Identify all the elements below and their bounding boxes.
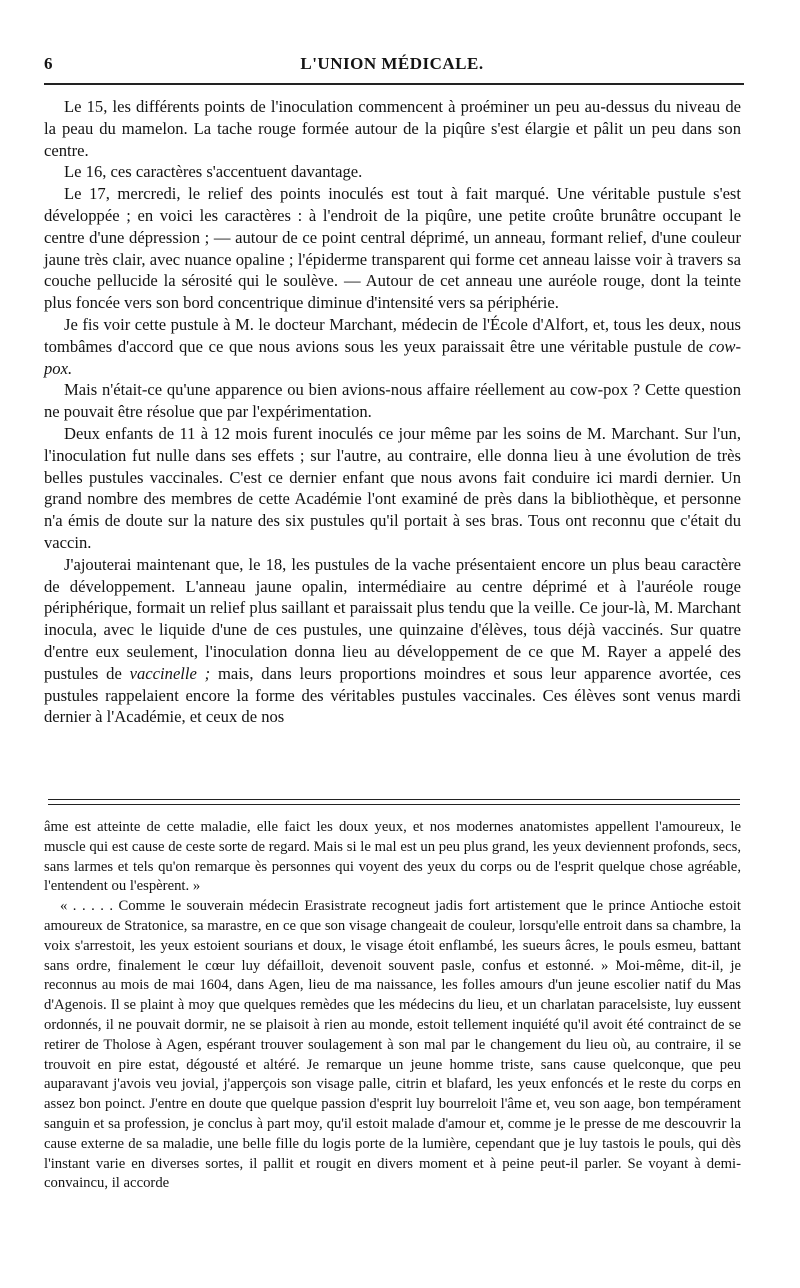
- paragraph: Le 15, les différents points de l'inoculation commencent à proéminer un peu au-dessus du niveau de la peau du mamelon. La tache rouge formée autour de la piqûre s'est élargie et pâlit un peu dans son centre.: [44, 97, 741, 160]
- paragraph: Mais n'était-ce qu'une apparence ou bien avions-nous affaire réellement au cow-pox ? Cette question ne pouvait être résolue que par l'expérimentation.: [44, 380, 741, 422]
- running-title: L'UNION MÉDICALE.: [300, 54, 484, 73]
- main-text: [44, 96, 741, 728]
- page-number: 6: [44, 54, 53, 73]
- paragraph: Deux enfants de 11 à 12 mois furent inoculés ce jour même par les soins de M. Marchant. Sur l'un, l'inoculation fut nulle dans ses effets ; sur l'autre, au contraire, elle donna lieu à une évolution de très belles pustules vaccinales. C'est ce dernier enfant que nous avons fait conduire ici mardi dernier. Un grand nombre des membres de cette Académie l'ont examiné de près dans la bibliothèque, et personne n'a émis de doute sur la nature des six pustules qu'il portait à ses bras. Tous ont reconnu que c'était du vaccin.: [44, 423, 741, 552]
- header-rule: [44, 83, 744, 85]
- paragraph: Le 16, ces caractères s'accentuent davantage.: [64, 162, 363, 182]
- paragraph: J'ajouterai maintenant que, le 18, les pustules de la vache présentaient encore un plus beau caractère de développement. L'anneau jaune opalin, intermédiaire au centre déprimé et à l'auréole rouge périphérique, formait un relief plus saillant et paraissait plus tendu que la veille. Ce jour-là, M. Marchant inocula, avec le liquide d'une de ces pustules, une quinzaine d'élèves, tous déjà vaccinés. Sur quatre d'entre eux seulement, l'inoculation donna lieu au développement de ce que M. Rayer a appelé des pustules de vaccinelle ; mais, dans leurs proportions moindres et sous leur apparence avortée, ces pustules rappelaient encore la forme des véritables pustules vaccinales. Ces élèves sont venus mardi dernier à l'Académie, et ceux de nos: [44, 554, 742, 727]
- paragraph: Le 17, mercredi, le relief des points inoculés est tout à fait marqué. Une véritable pustule s'est développée ; en voici les caractères : à l'endroit de la piqûre, une petite croûte brunâtre occupant le centre d'une dépression ; — autour de ce point central déprimé, un anneau, formant relief, d'une couleur jaune très clair, avec nuance opaline ; l'épiderme transparent qui forme cet anneau laisse voir à travers sa couche pellucide la sérosité qui le soulève. — Autour de cet anneau une auréole rouge, dont la teinte plus foncée vers son bord concentrique diminue d'intensité vers sa périphérie.: [44, 184, 741, 313]
- page-header: [44, 54, 740, 78]
- footnote-paragraph: âme est atteinte de cette maladie, elle faict les doux yeux, et nos modernes anatomistes appellent l'amoureux, le muscle qui est cause de ceste sorte de regard. Mais si le mal est un peu plus grand, les yeux deviennent profonds, secs, sans larmes et tels qu'on remarque ès personnes qui voyent des yeux du corps ou de l'esprit quelque chose agréable, l'entendent ou l'espèrent. »: [44, 819, 741, 895]
- footnote-separator-rule: [48, 799, 740, 805]
- footnote-paragraph: « . . . . . Comme le souverain médecin Erasistrate recogneut jadis fort artistement que le prince Antioche estoit amoureux de Stratonice, sa marastre, en ce que son visage changeait de couleur, lorsqu'elle entroit dans sa chambre, la voix s'arrestoit, les yeux estoient sourians et doux, le visage étoit enflambé, les sueurs âcres, le pouls esmeu, battant sans ordre, finalement le cœur luy défailloit, devenoit souvent pasle, confus et estonné. » Moi-même, dit-il, je reconnus au mois de mai 1604, dans Agen, lieu de ma naissance, les folles amours d'un jeune escolier natif du Mas d'Agenois. Il se plaint à moy que quelques remèdes que les médecins du lieu, et un charlatan paracelsiste, luy eussent ordonnés, il ne pouvait dormir, ne se plaisoit à rien au monde, estoit tellement inquiété qu'il avoit été contrainct de se retirer de Tholose à Agen, espérant trouver soulagement à son mal par le changement du lieu où, au contraire, il se trouvoit en pire estat, dégousté et altéré. Je remarque un jeune homme triste, sans cause quelconque, que peu auparavant j'avois veu jovial, j'apperçois son visage palle, citrin et blafard, les yeux enfoncés et le reste du corps en assez bon poinct. J'entre en doute que quelque passion d'esprit luy bourreloit l'âme et, veu son aage, bon tempérament sanguin et sa profession, je conclus à part moy, qu'il estoit malade d'amour et, comme je le presse de me descouvrir la cause externe de sa maladie, une belle fille du logis porte de la lumière, cependant que je luy tastois le pouls, qui dès l'instant varie en diverses sortes, il pallit et rougit en divers moment et à peine peut-il parler. Se voyant à demi-convaincu, il accorde: [44, 898, 741, 1192]
- footnote-text: [44, 818, 741, 1194]
- paragraph: Je fis voir cette pustule à M. le docteur Marchant, médecin de l'École d'Alfort, et, tous les deux, nous tombâmes d'accord que ce que nous avions sous les yeux paraissait être une véritable pustule de cow-pox.: [44, 314, 741, 378]
- italic-term: cow-pox.: [44, 336, 741, 378]
- italic-term: vaccinelle ;: [129, 663, 211, 683]
